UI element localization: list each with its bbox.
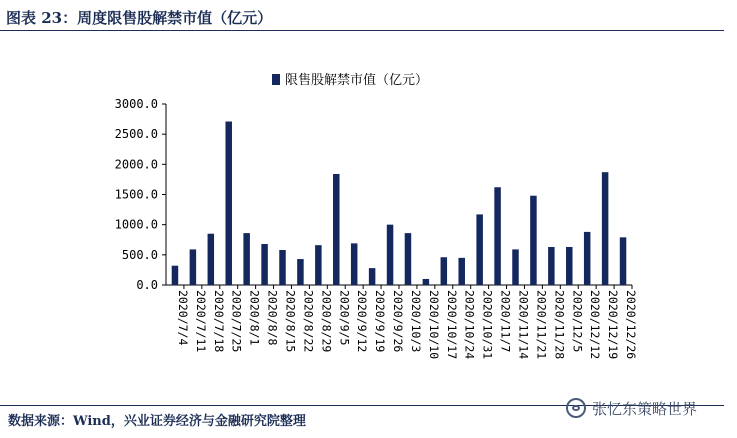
x-tick-label: 2020/10/24 bbox=[462, 290, 477, 360]
figure-title: 图表 23：周度限售股解禁市值（亿元） bbox=[6, 9, 273, 27]
bar bbox=[208, 234, 215, 285]
bar bbox=[548, 247, 555, 285]
bar bbox=[441, 257, 448, 285]
x-tick-label: 2020/9/26 bbox=[391, 290, 406, 353]
x-tick-label: 2020/8/8 bbox=[265, 290, 280, 346]
x-tick-label: 2020/10/3 bbox=[408, 290, 423, 353]
bar bbox=[225, 121, 232, 285]
x-tick-label: 2020/7/11 bbox=[193, 290, 208, 353]
bar bbox=[333, 174, 340, 285]
wechat-icon bbox=[566, 398, 586, 418]
x-tick-label: 2020/10/31 bbox=[480, 290, 495, 360]
bar bbox=[405, 233, 412, 285]
watermark bbox=[566, 397, 697, 419]
x-tick-label: 2020/11/28 bbox=[552, 290, 567, 360]
bar bbox=[423, 279, 430, 285]
bar bbox=[279, 250, 286, 285]
bar bbox=[458, 258, 465, 285]
bar bbox=[566, 247, 573, 285]
bar bbox=[172, 266, 179, 285]
bar bbox=[387, 225, 394, 285]
legend-label: 限售股解禁市值（亿元） bbox=[285, 73, 429, 88]
x-tick-label: 2020/9/19 bbox=[373, 290, 388, 353]
x-tick-label: 2020/7/4 bbox=[175, 290, 190, 346]
bar bbox=[530, 196, 537, 285]
bar bbox=[476, 214, 483, 285]
x-tick-label: 2020/10/17 bbox=[444, 290, 459, 360]
bar bbox=[584, 232, 591, 285]
x-tick-label: 2020/12/5 bbox=[570, 290, 585, 353]
x-tick-label: 2020/7/25 bbox=[229, 290, 244, 353]
x-tick-label: 2020/11/7 bbox=[498, 290, 513, 353]
y-tick-label: 3000.0 bbox=[114, 97, 158, 111]
bar bbox=[243, 233, 250, 285]
bar bbox=[315, 245, 322, 285]
bar bbox=[297, 259, 304, 285]
y-tick-label: 0.0 bbox=[136, 278, 158, 292]
y-tick-label: 1500.0 bbox=[114, 187, 158, 202]
bar bbox=[512, 249, 519, 285]
y-tick-label: 1000.0 bbox=[114, 217, 158, 232]
x-tick-label: 2020/8/29 bbox=[319, 290, 334, 353]
bar bbox=[261, 244, 268, 285]
x-tick-label: 2020/8/22 bbox=[301, 290, 316, 353]
y-tick-label: 2500.0 bbox=[114, 127, 158, 142]
x-tick-label: 2020/12/19 bbox=[606, 290, 621, 360]
x-tick-label: 2020/12/12 bbox=[588, 290, 603, 360]
x-tick-label: 2020/8/1 bbox=[247, 290, 262, 346]
bar bbox=[369, 268, 376, 285]
x-tick-label: 2020/10/10 bbox=[426, 290, 441, 360]
bar bbox=[351, 243, 358, 285]
x-tick-label: 2020/9/5 bbox=[337, 290, 352, 346]
bar bbox=[494, 187, 501, 285]
x-tick-label: 2020/12/26 bbox=[624, 290, 639, 360]
bar bbox=[602, 172, 609, 285]
y-tick-label: 2000.0 bbox=[114, 157, 158, 172]
x-tick-label: 2020/11/14 bbox=[516, 290, 531, 360]
x-tick-label: 2020/7/18 bbox=[211, 290, 226, 353]
x-tick-label: 2020/11/21 bbox=[534, 290, 549, 360]
x-tick-label: 2020/8/15 bbox=[283, 290, 298, 353]
watermark-text: 张忆东策略世界 bbox=[592, 399, 698, 418]
y-tick-label: 500.0 bbox=[121, 247, 158, 262]
source-note: 数据来源：Wind，兴业证券经济与金融研究院整理 bbox=[8, 414, 306, 429]
bar bbox=[190, 249, 197, 285]
legend-swatch bbox=[272, 74, 280, 85]
x-tick-label: 2020/9/12 bbox=[355, 290, 370, 353]
bar bbox=[620, 237, 627, 285]
